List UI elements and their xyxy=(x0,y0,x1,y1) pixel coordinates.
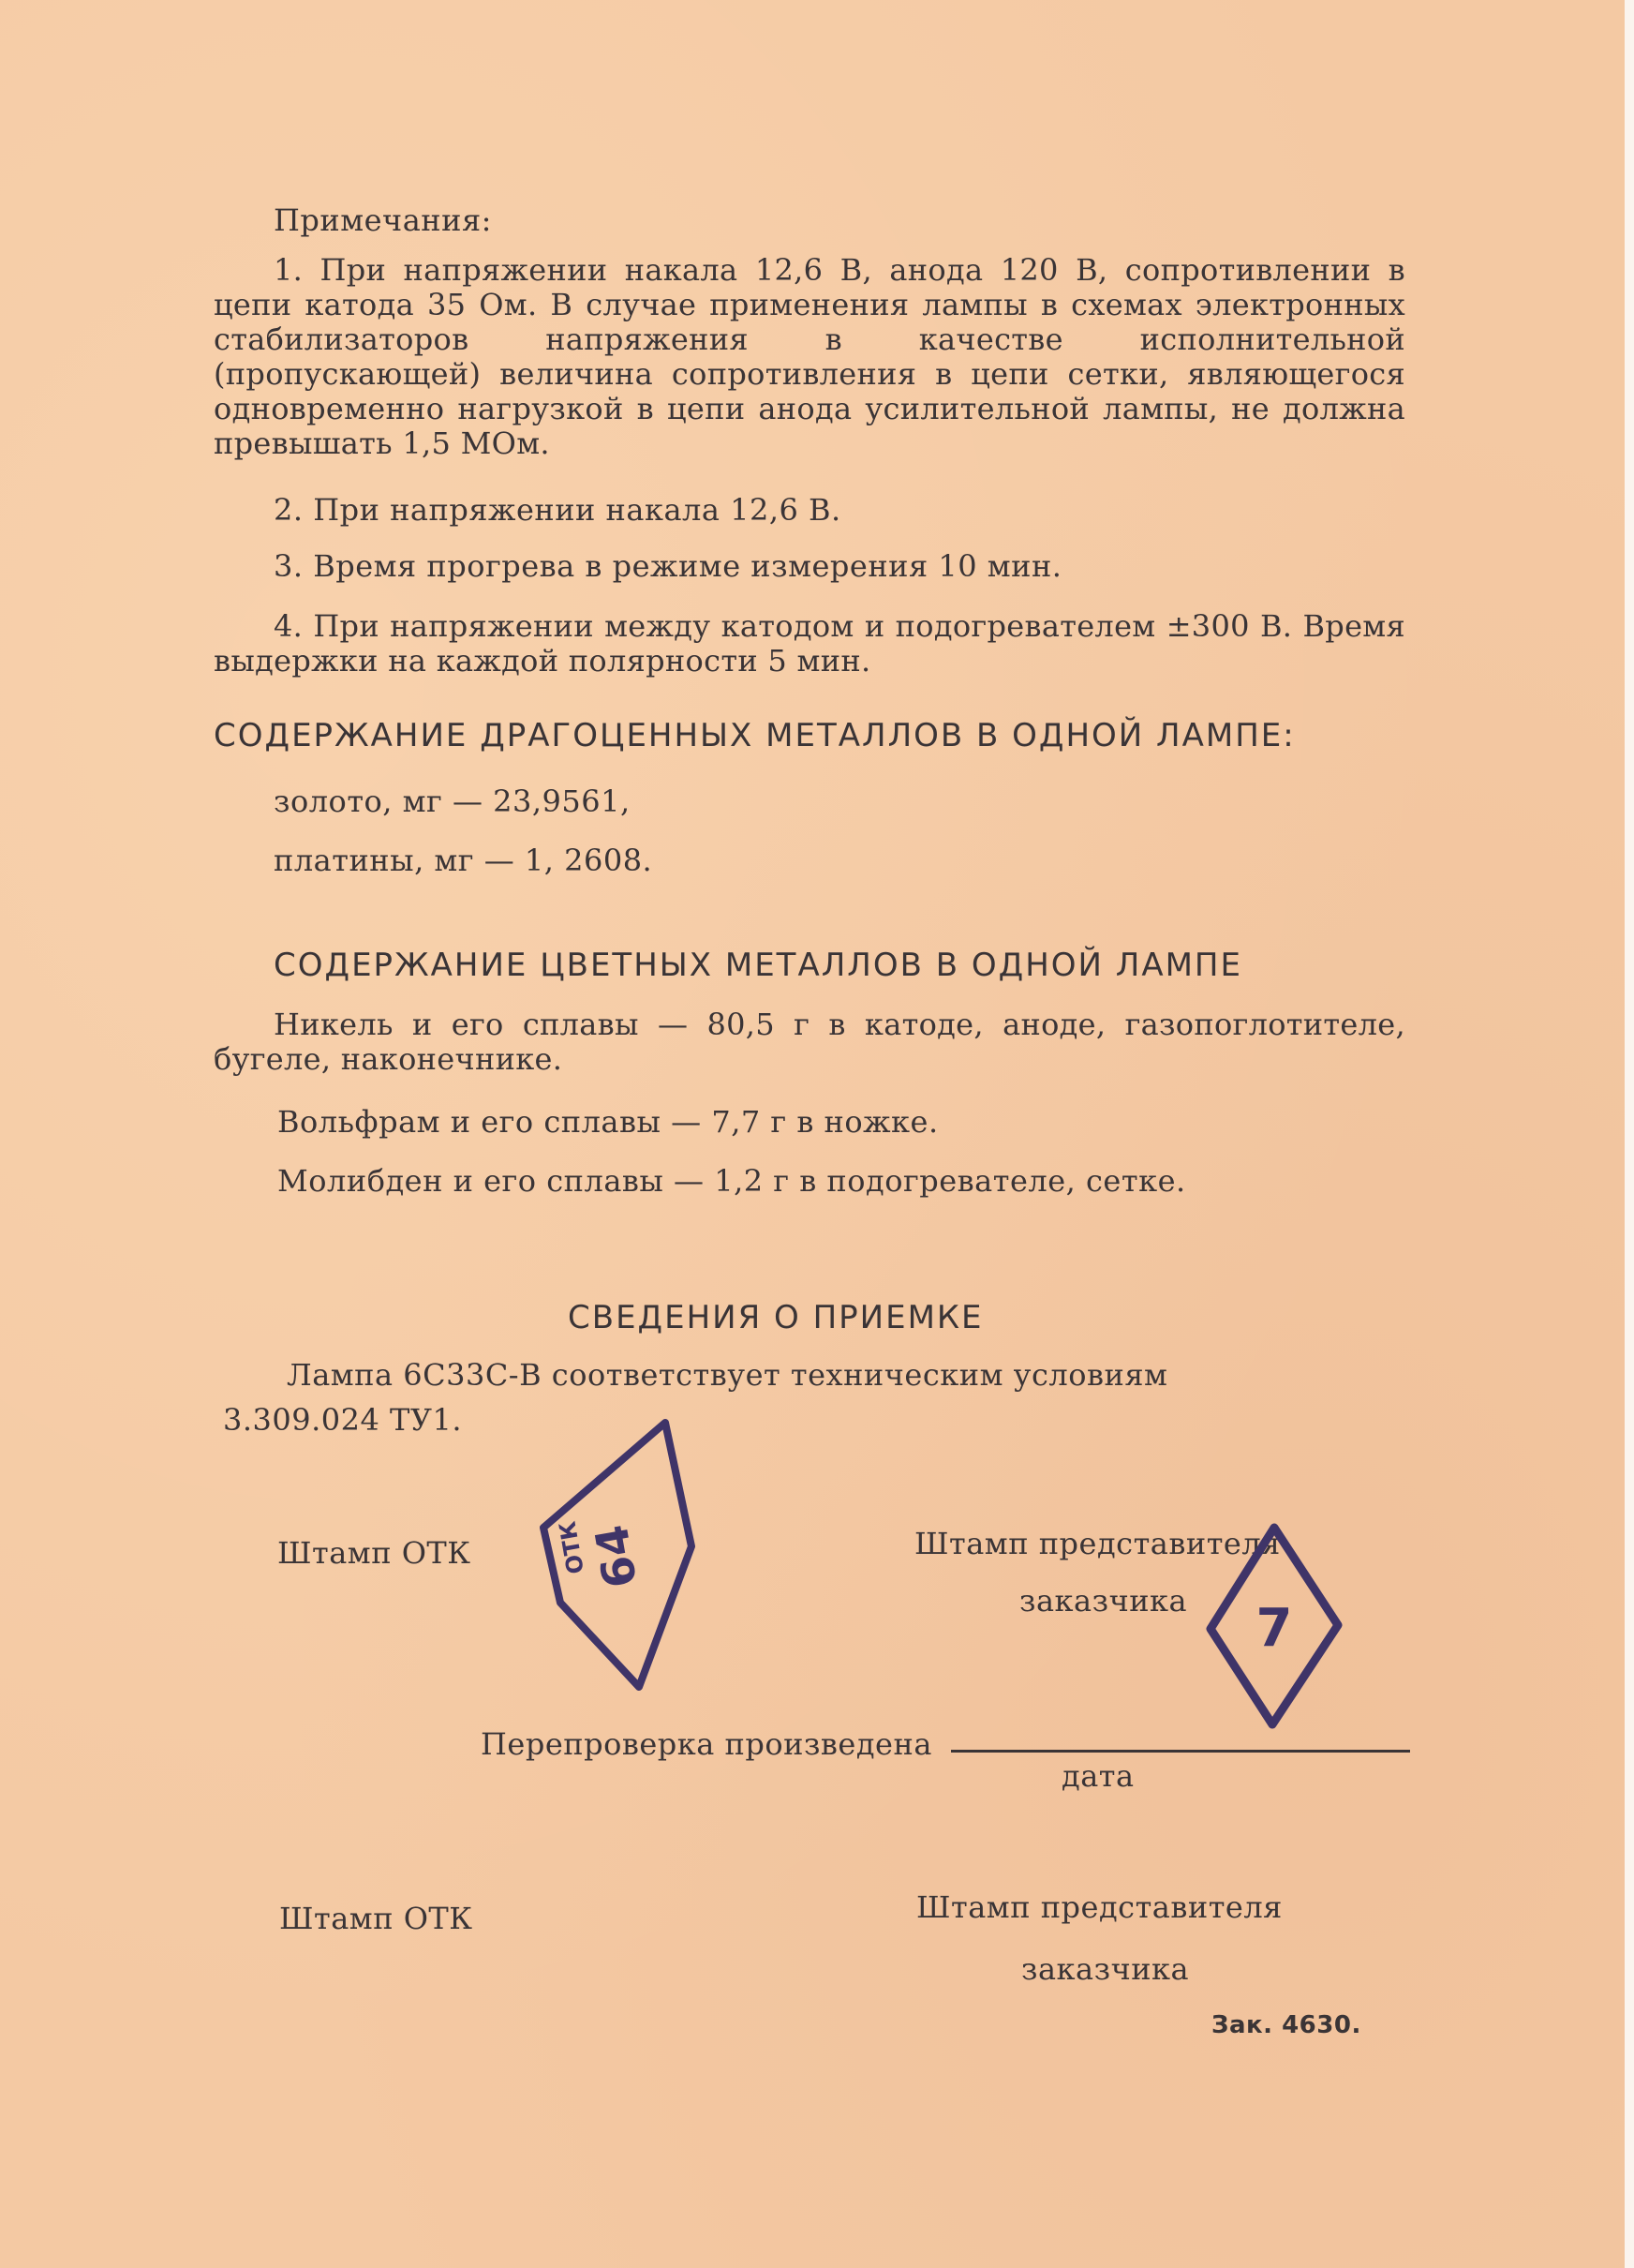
note-4: 4. При напряжении между катодом и подогревателем ±300 В. Время выдержки на каждой полярности 5 мин. xyxy=(214,608,1405,679)
otk-stamp-number: 64 xyxy=(585,1520,648,1592)
notes-title: Примечания: xyxy=(274,202,492,238)
note-1: 1. При напряжении накала 12,6 В, анода 120 В, сопротивлении в цепи катода 35 Ом. В случае применения лампы в схемах электронных стабилизаторов напряжения в качестве исполнительной (пропускающей) величина сопротивления в цепи сетки, являющегося одновременно нагрузкой в цепи анода усилительной лампы, не должна превышать 1,5 МОм. xyxy=(214,252,1405,461)
molybdenum-content: Молибден и его сплавы — 1,2 г в подогревателе, сетке. xyxy=(277,1163,1186,1199)
rep-stamp-label-3: Штамп представителя xyxy=(916,1889,1283,1925)
acceptance-text-line1: Лампа 6С33С-В соответствует техническим условиям xyxy=(287,1357,1168,1393)
note-2: 2. При напряжении накала 12,6 В. xyxy=(274,492,841,528)
page-edge xyxy=(1625,0,1634,2268)
rep-stamp xyxy=(1199,1520,1349,1736)
rep-stamp-number: 7 xyxy=(1255,1598,1293,1659)
gold-content: золото, мг — 23,9561, xyxy=(274,783,631,819)
recheck-date-line xyxy=(951,1750,1410,1753)
recheck-label: Перепроверка произведена xyxy=(481,1726,932,1762)
note-3: 3. Время прогрева в режиме измерения 10 мин. xyxy=(274,548,1062,584)
nickel-content: Никель и его сплавы — 80,5 г в катоде, аноде, газопоглотителе, бугеле, наконечнике. xyxy=(214,1007,1405,1077)
precious-metals-heading: СОДЕРЖАНИЕ ДРАГОЦЕННЫХ МЕТАЛЛОВ В ОДНОЙ ЛАМПЕ: xyxy=(214,717,1296,754)
nonferrous-metals-heading: СОДЕРЖАНИЕ ЦВЕТНЫХ МЕТАЛЛОВ В ОДНОЙ ЛАМПЕ xyxy=(274,947,1242,984)
rep-stamp-label-1: Штамп представителя xyxy=(914,1526,1281,1561)
otk-stamp xyxy=(525,1406,712,1706)
otk-stamp-mark: ОТК xyxy=(554,1519,589,1576)
tungsten-content: Вольфрам и его сплавы — 7,7 г в ножке. xyxy=(277,1104,939,1140)
otk-stamp-label: Штамп ОТК xyxy=(277,1535,471,1571)
rep-stamp-label-4: заказчика xyxy=(1021,1951,1190,1987)
platinum-content: платины, мг — 1, 2608. xyxy=(274,843,653,878)
acceptance-heading: СВЕДЕНИЯ О ПРИЕМКЕ xyxy=(568,1299,984,1336)
rep-stamp-label-2: заказчика xyxy=(1019,1583,1188,1619)
otk-stamp-label-2: Штамп ОТК xyxy=(279,1901,473,1936)
order-number: Зак. 4630. xyxy=(1211,2011,1361,2039)
acceptance-text-line2: 3.309.024 ТУ1. xyxy=(223,1402,463,1438)
date-label: дата xyxy=(1062,1758,1135,1794)
